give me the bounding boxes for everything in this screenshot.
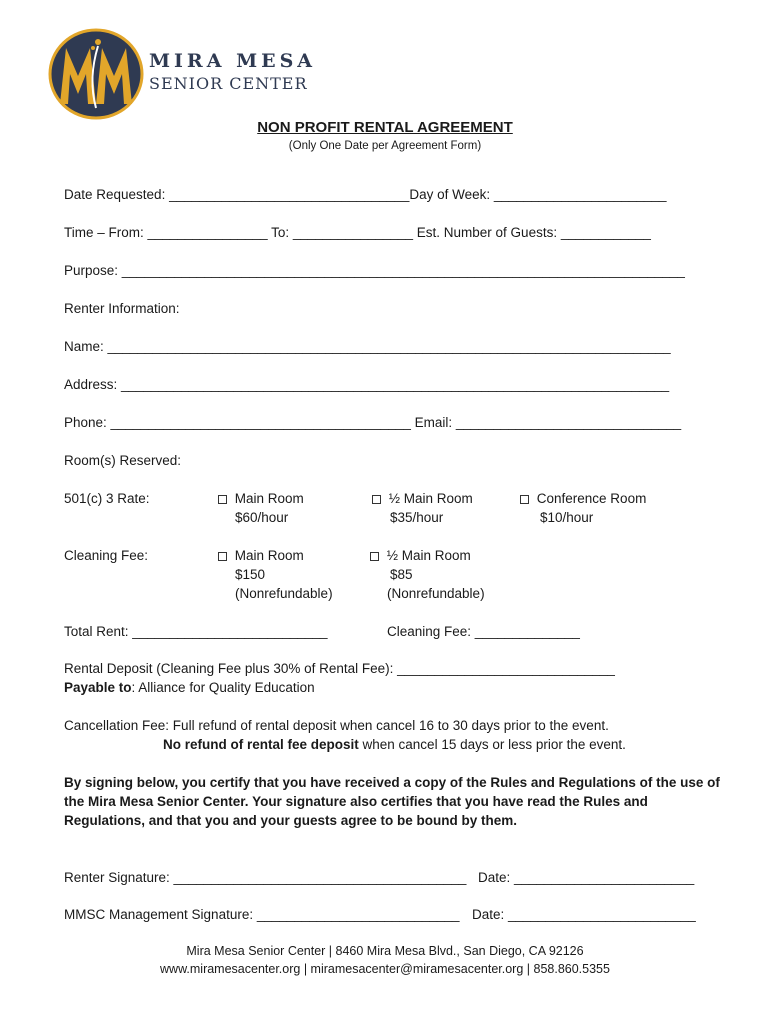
rental-deposit-field[interactable]: Rental Deposit (Cleaning Fee plus 30% of Rental Fee): _____________________________	[64, 661, 615, 676]
purpose-field[interactable]: Purpose: ___________________________________________________________________________	[64, 263, 685, 278]
main-room-cleaning-price: $150	[235, 567, 266, 582]
logo-emblem-icon	[46, 26, 146, 122]
conference-room-rate-option[interactable]: Conference Room	[520, 491, 646, 506]
checkbox-icon[interactable]	[218, 552, 227, 561]
total-rent-field[interactable]: Total Rent: __________________________	[64, 624, 328, 639]
footer-address: Mira Mesa Senior Center | 8460 Mira Mesa Blvd., San Diego, CA 92126	[186, 944, 584, 958]
mmsc-signature-field[interactable]: MMSC Management Signature: ___________________________	[64, 907, 460, 922]
half-main-room-cleaning-price: $85	[390, 567, 413, 582]
cleaning-fee-total-field[interactable]: Cleaning Fee: ______________	[387, 624, 580, 639]
rooms-reserved-label: Room(s) Reserved:	[64, 453, 182, 468]
name-field[interactable]: Name: ___________________________________________________________________________	[64, 339, 671, 354]
payable-to-line: Payable to: Alliance for Quality Education	[64, 680, 315, 695]
main-room-cleaning-option[interactable]: Main Room	[218, 548, 304, 563]
logo-line-2: SENIOR CENTER	[149, 74, 308, 93]
half-main-room-rate-price: $35/hour	[390, 510, 444, 525]
certify-line-3: Regulations, and that you and your guests agree to be bound by them.	[64, 813, 518, 828]
main-room-cleaning-note: (Nonrefundable)	[235, 586, 333, 601]
half-main-room-cleaning-note: (Nonrefundable)	[387, 586, 485, 601]
date-requested-field[interactable]: Date Requested: ________________________________Day of Week: _______________________	[64, 187, 667, 202]
half-main-room-cleaning-option[interactable]: ½ Main Room	[370, 548, 471, 563]
page-title: NON PROFIT RENTAL AGREEMENT	[257, 119, 513, 136]
main-room-rate-option[interactable]: Main Room	[218, 491, 304, 506]
checkbox-icon[interactable]	[370, 552, 379, 561]
mmsc-date-field[interactable]: Date: _________________________	[472, 907, 696, 922]
phone-email-field[interactable]: Phone: ________________________________________ Email: ______________________________	[64, 415, 682, 430]
checkbox-icon[interactable]	[372, 495, 381, 504]
main-room-rate-price: $60/hour	[235, 510, 289, 525]
certify-line-1: By signing below, you certify that you have received a copy of the Rules and Regulations of the use of	[64, 775, 720, 790]
cleaning-fee-label: Cleaning Fee:	[64, 548, 149, 563]
conference-room-rate-price: $10/hour	[540, 510, 594, 525]
renter-date-field[interactable]: Date: ________________________	[478, 870, 695, 885]
cancellation-line-1: Cancellation Fee: Full refund of rental deposit when cancel 16 to 30 days prior to the event.	[64, 718, 609, 733]
half-main-room-rate-option[interactable]: ½ Main Room	[372, 491, 473, 506]
checkbox-icon[interactable]	[218, 495, 227, 504]
rate-label: 501(c) 3 Rate:	[64, 491, 150, 506]
renter-signature-field[interactable]: Renter Signature: _______________________________________	[64, 870, 467, 885]
certify-line-2: the Mira Mesa Senior Center. Your signature also certifies that you have read the Rules and	[64, 794, 648, 809]
logo-line-1: MIRA MESA	[149, 50, 317, 72]
page-subtitle: (Only One Date per Agreement Form)	[288, 140, 482, 152]
renter-info-label: Renter Information:	[64, 301, 180, 316]
cancellation-line-2: No refund of rental fee deposit when cancel 15 days or less prior the event.	[163, 737, 626, 752]
address-field[interactable]: Address: _________________________________________________________________________	[64, 377, 670, 392]
footer-contact: www.miramesacenter.org | miramesacenter@miramesacenter.org | 858.860.5355	[160, 962, 610, 976]
time-field[interactable]: Time – From: ________________ To: ________________ Est. Number of Guests: ____________	[64, 225, 651, 240]
checkbox-icon[interactable]	[520, 495, 529, 504]
